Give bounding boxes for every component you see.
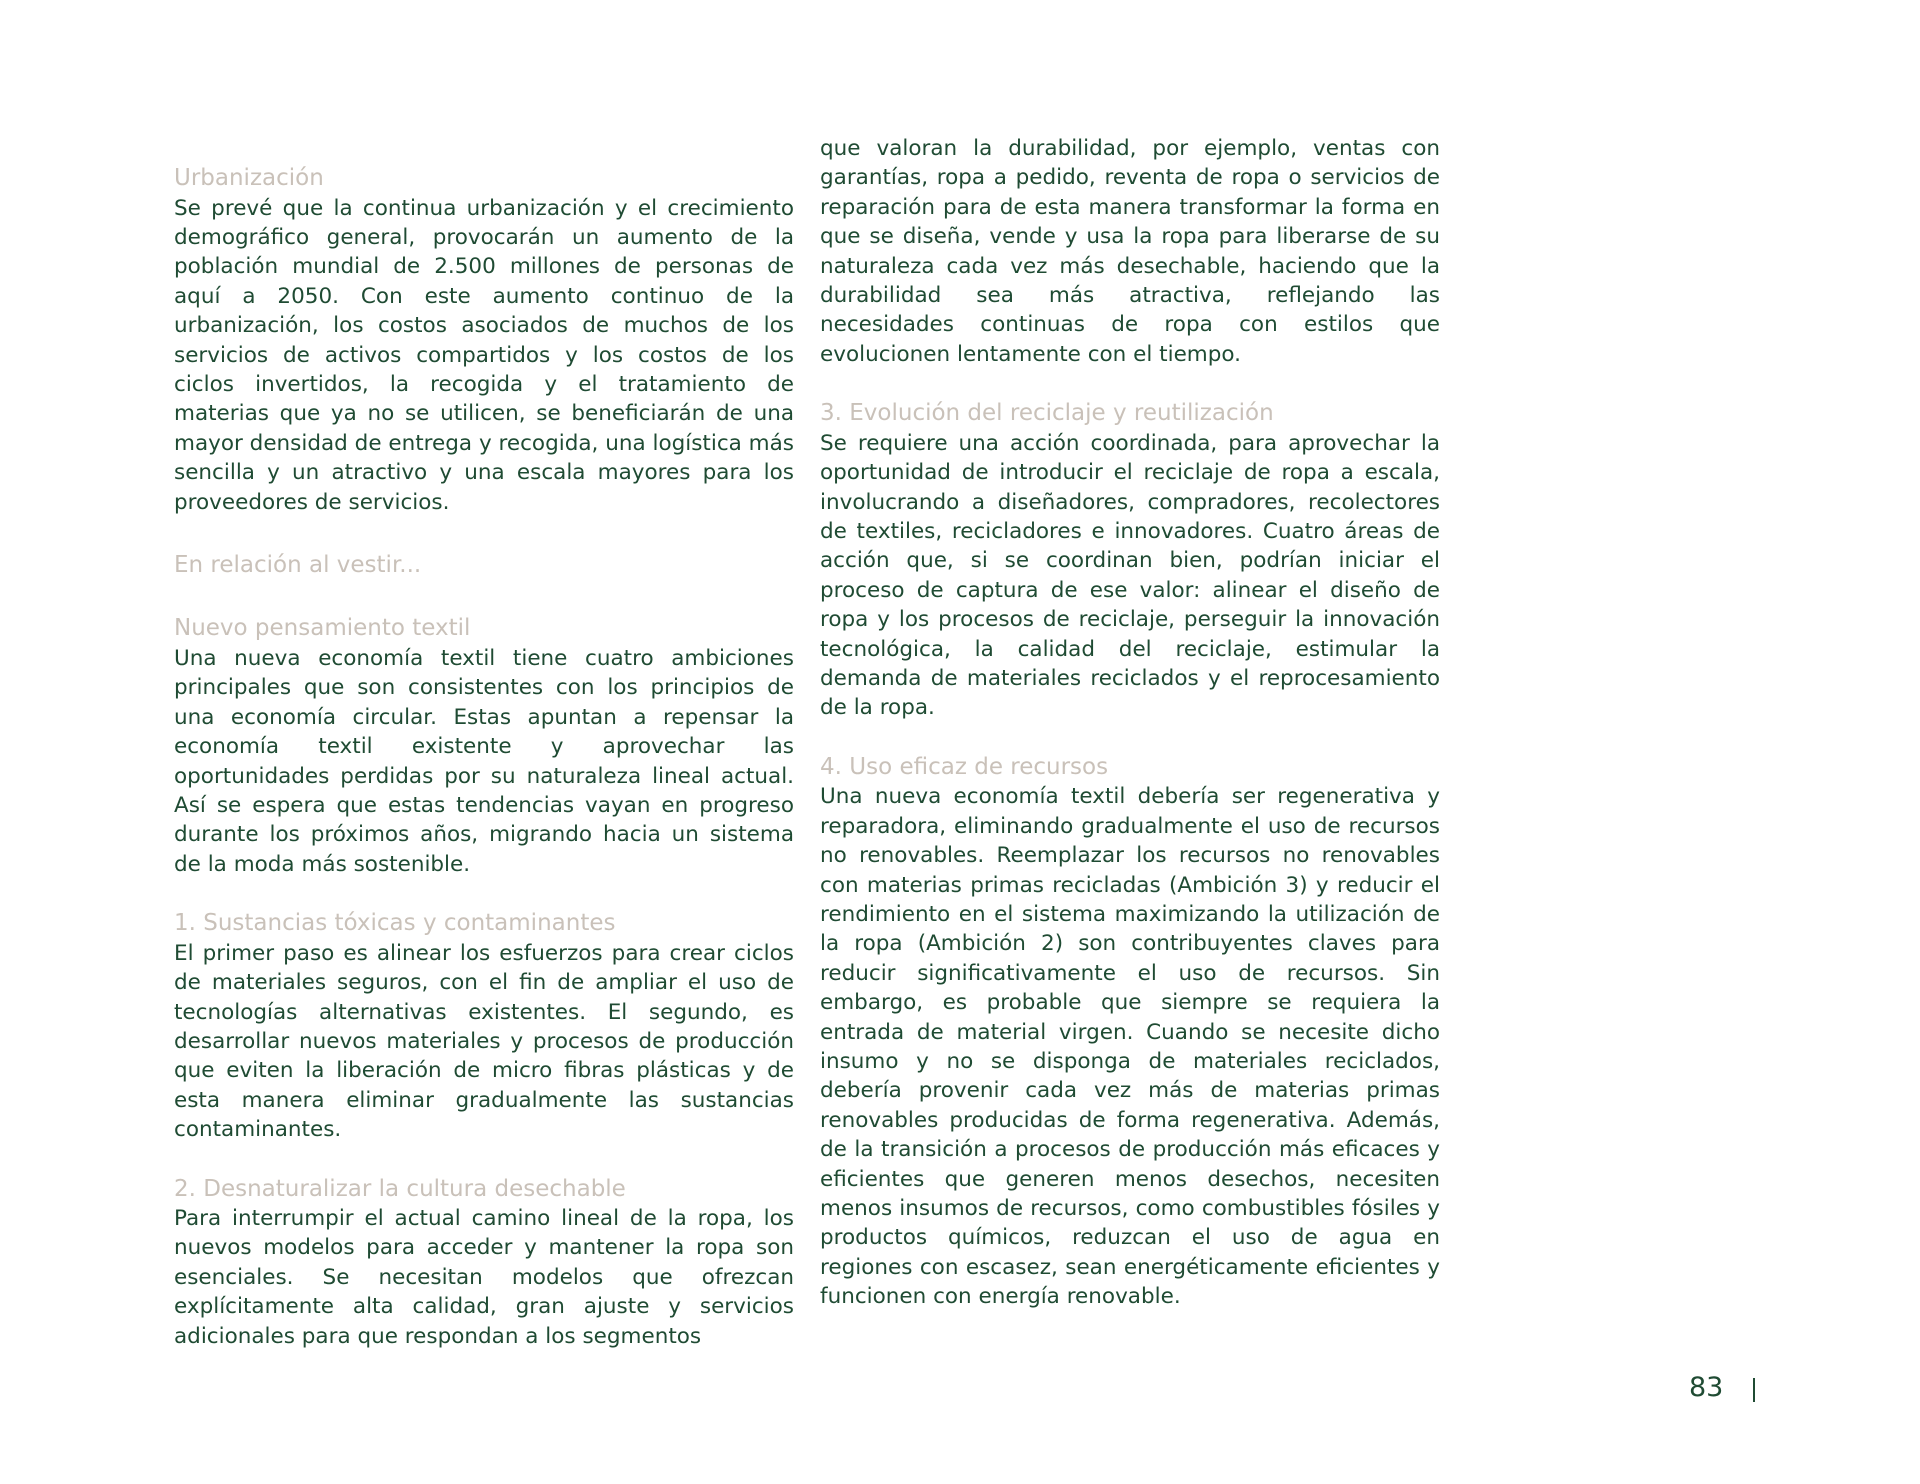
page-number: 83 — [1689, 1372, 1724, 1403]
paragraph-uso-eficaz: Una nueva economía textil debería ser regenerativa y reparadora, eliminando gradualmente el uso de recursos no renovables. Reemplazar los recursos no renovables con materias primas recicladas (Ambición 3) y reducir el rendimiento en el sistema maximizando la utilización de la ropa (Ambición 2) son contribuyentes claves para reducir significativamente el uso de recursos. Sin embargo, es probable que siempre se requiera la entrada de material virgen. Cuando se necesite dicho insumo y no se disponga de materiales reciclados, debería provenir cada vez más de materias primas renovables producidas de forma regenerativa. Además, de la transición a procesos de producción más eficaces y eficientes que generen menos desechos, necesiten menos insumos de recursos, como combustibles fósiles y productos químicos, reduzcan el uso de agua en regiones con escasez, sean energéticamente eficientes y funcionen con energía renovable. — [820, 784, 1440, 1310]
spacer — [174, 879, 794, 909]
left-column — [174, 164, 794, 1351]
right-column — [820, 134, 1440, 1312]
section-heading-reciclaje: 3. Evolución del reciclaje y reutilización — [820, 400, 1274, 427]
spacer — [820, 723, 1440, 753]
paragraph-reciclaje: Se requiere una acción coordinada, para aprovechar la oportunidad de introducir el reciclaje de ropa a escala, involucrando a diseñadores, compradores, recolectores de textiles, recicladores e innovadores. Cuatro áreas de acción que, si se coordinan bien, podrían iniciar el proceso de captura de ese valor: alinear el diseño de ropa y los procesos de reciclaje, perseguir la innovación tecnológica, la calidad del reciclaje, estimular la demanda de materiales reciclados y el reprocesamiento de la ropa. — [820, 430, 1440, 721]
paragraph-sustancias: El primer paso es alinear los esfuerzos para crear ciclos de materiales seguros, con el fin de ampliar el uso de tecnologías alternativas existentes. El segundo, es desarrollar nuevos materiales y procesos de producción que eviten la liberación de micro fibras plásticas y de esta manera eliminar gradualmente las sustancias contaminantes. — [174, 940, 794, 1143]
section-heading-nuevo-pensamiento: Nuevo pensamiento textil — [174, 615, 471, 642]
paragraph-nuevo-pensamiento: Una nueva economía textil tiene cuatro ambiciones principales que son consistentes con los principios de una economía circular. Estas apuntan a repensar la economía textil existente y aprovechar las oportunidades perdidas por su naturaleza lineal actual. Así se espera que estas tendencias vayan en progreso durante los próximos años, migrando hacia un sistema de la moda más sostenible. — [174, 645, 794, 877]
section-heading-desnaturalizar: 2. Desnaturalizar la cultura desechable — [174, 1175, 626, 1202]
section-heading-sustancias: 1. Sustancias tóxicas y contaminantes — [174, 910, 616, 937]
spacer — [174, 517, 794, 551]
spacer — [174, 580, 794, 614]
section-heading-urbanizacion: Urbanización — [174, 165, 324, 191]
spacer — [820, 369, 1440, 399]
section-heading-en-relacion: En relación al vestir... — [174, 551, 422, 578]
paragraph-urbanizacion: Se prevé que la continua urbanización y el crecimiento demográfico general, provocarán un aumento de la población mundial de 2.500 millones de personas de aquí a 2050. Con este aumento continuo de la urbanización, los costos asociados de muchos de los servicios de activos compartidos y los costos de los ciclos invertidos, la recogida y el tratamiento de materias que ya no se utilicen, se beneficiarán de una mayor densidad de entrega y recogida, una logística más sencilla y un atractivo y una escala mayores para los proveedores de servicios. — [174, 195, 794, 515]
page-number-divider — [1753, 1378, 1755, 1402]
section-heading-uso-eficaz: 4. Uso eficaz de recursos — [820, 753, 1109, 780]
paragraph-desnaturalizar: Para interrumpir el actual camino lineal de la ropa, los nuevos modelos para acceder y mantener la ropa son esenciales. Se necesitan modelos que ofrezcan explícitamente alta calidad, gran ajuste y servicios adicionales para que respondan a los segmentos — [174, 1206, 794, 1349]
paragraph-continuacion: que valoran la durabilidad, por ejemplo, ventas con garantías, ropa a pedido, reventa de ropa o servicios de reparación para de esta manera transformar la forma en que se diseña, vende y usa la ropa para liberarse de su naturaleza cada vez más desechable, haciendo que la durabilidad sea más atractiva, reflejando las necesidades continuas de ropa con estilos que evolucionen lentamente con el tiempo. — [820, 136, 1440, 367]
spacer — [174, 1145, 794, 1175]
